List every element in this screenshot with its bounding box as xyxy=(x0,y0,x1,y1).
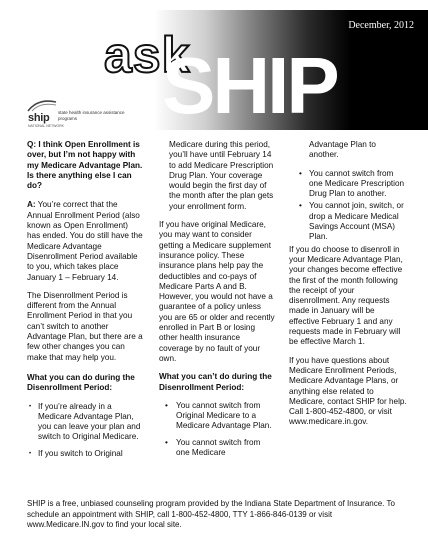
logo-wordmark: ship xyxy=(28,112,50,124)
question: Q: I think Open Enrollment is over, but I’m not happy with my Medicare Advantage Plan. Is there anything else I can do? xyxy=(27,140,143,191)
paragraph: If you have questions about Medicare Enrollment Periods, Medicare Advantage Plans, or anything else related to Medicare, contact SHIP for help. Call 1-800-452-4800, or visit www.medicare.in.gov. xyxy=(289,355,407,427)
list-item: • You cannot switch from one Medicare Prescription Drug Plan to another. xyxy=(289,169,407,200)
bullet-list xyxy=(27,402,143,459)
list-item: • If you’re already in a Medicare Advantage Plan, you can leave your plan and switch to Original Medicare. xyxy=(27,402,143,443)
list-item: • You cannot switch from one Medicare xyxy=(159,438,275,459)
answer-lead: A: xyxy=(27,200,36,210)
bullet-list xyxy=(289,169,407,243)
section-heading: What you can do during the Disenrollment Period: xyxy=(27,372,135,393)
list-item: • If you switch to Original xyxy=(27,449,143,459)
list-item: • You cannot switch from Original Medicare to a Medicare Advantage Plan. xyxy=(159,401,275,432)
column-1 xyxy=(27,140,143,465)
section-heading: What you can’t do during the Disenrollment Period: xyxy=(159,372,272,392)
column-2 xyxy=(159,140,275,464)
paragraph: If you have original Medicare, you may want to consider getting a Medicare supplement insurance policy. These insurance plans help pay the deductibles and co-pays of Medicare Parts A and B. However, you would not have a guarantee of a policy unless you are 65 or older and recently enrolled in Part B or losing other health insurance coverage by no fault of your own. xyxy=(159,220,275,363)
masthead-ask: ask xyxy=(104,27,191,83)
logo-network: NATIONAL NETWORK xyxy=(28,124,64,128)
answer-paragraph xyxy=(27,200,143,282)
footer-note: SHIP is a free, unbiased counseling program provided by the Indiana State Department of Insurance. To schedule an appointment with SHIP, call 1-800-452-4800, TTY 1-866-846-0139 or visit www.Medicare.IN.gov to find your local site. xyxy=(27,499,395,530)
bullet-list xyxy=(159,401,275,458)
paragraph-continued: Medicare during this period, you’ll have until February 14 to add Medicare Prescription Drug Plan. Your coverage would begin the first day of the month after the plan gets your enrollment form. xyxy=(169,140,274,211)
paragraph: The Disenrollment Period is different from the Annual Enrollment Period in that you can’t switch to another Advantage Plan, but there are a few other changes you can make that may help you. xyxy=(27,290,143,362)
ship-logo xyxy=(26,98,130,130)
logo-subtitle: state health insurance assistance programs xyxy=(58,110,125,121)
paragraph: If you do choose to disenroll in your Medicare Advantage Plan, your changes become effective the first of the month following the receipt of your disenrollment. Any requests made in January will be effective February 1 and any requests made in February will be effective March 1. xyxy=(289,244,403,347)
paragraph-continued: Advantage Plan to another. xyxy=(309,140,376,160)
list-item: • You cannot join, switch, or drop a Medicare Medical Savings Account (MSA) Plan. xyxy=(289,201,407,242)
masthead xyxy=(0,10,428,130)
column-3 xyxy=(289,140,407,436)
logo-arc-icon xyxy=(26,98,62,112)
answer-text: You’re correct that the Annual Enrollment Period (also known as Open Enrollment) has ended. You do still have the Medicare Advantage Disenrollment Period available to you, which takes place January 1 – February 14. xyxy=(27,200,143,282)
issue-date: December, 2012 xyxy=(348,20,414,31)
masthead-ship: SHIP xyxy=(162,41,337,130)
